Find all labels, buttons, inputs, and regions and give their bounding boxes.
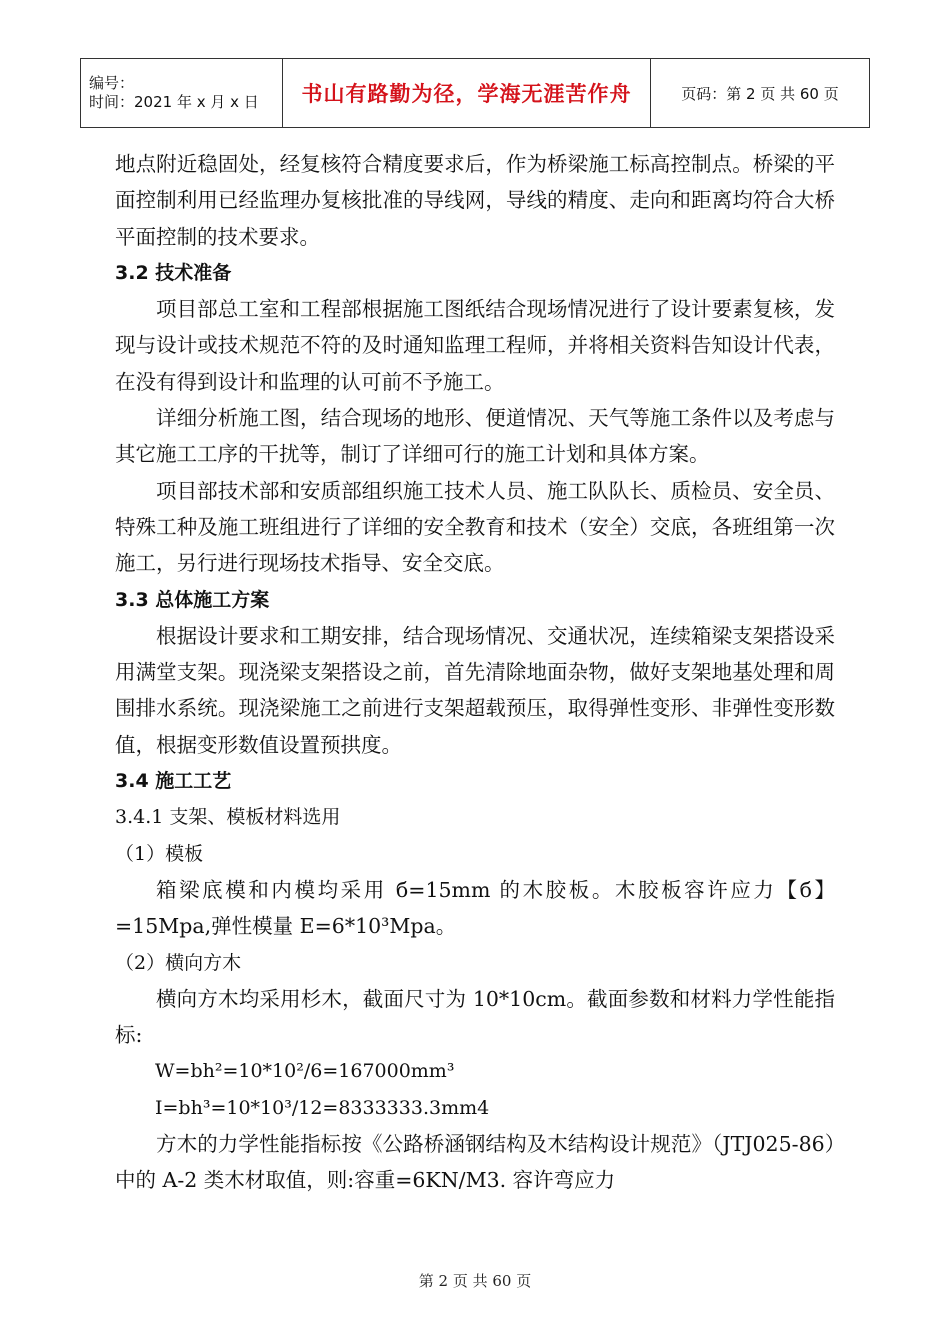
document-number-label: 编号：: [89, 74, 135, 92]
page-footer: [0, 1270, 950, 1291]
header-motto: [283, 59, 651, 127]
formula-moment-of-inertia: I=bh³=10*10³/12=8333333.3mm4: [155, 1096, 490, 1119]
footer-page-number: 第 2 页 共 60 页: [418, 1272, 532, 1290]
formula-section-modulus: W=bh²=10*10²/6=167000mm³: [155, 1060, 455, 1083]
page-header: [80, 58, 870, 128]
section-heading-3-4: 3.4 施工工艺: [115, 770, 232, 793]
section-heading-3-2: 3.2 技术准备: [115, 261, 232, 284]
motto-text: 书山有路勤为径，学海无涯苦作舟: [301, 82, 632, 106]
paragraph: 项目部总工室和工程部根据施工图纸结合现场情况进行了设计要素复核，发现与设计或技术规范不符的及时通知监理工程师，并将相关资料告知设计代表，在没有得到设计和监理的认可前不予施工。: [115, 297, 835, 394]
paragraph: 方木的力学性能指标按《公路桥涵钢结构及木结构设计规范》（JTJ025-86）中的 A-2 类木材取值，则:容重=6KN/M3. 容许弯应力: [115, 1132, 835, 1193]
header-meta: [81, 59, 283, 127]
paragraph: 地点附近稳固处，经复核符合精度要求后，作为桥梁施工标高控制点。桥梁的平面控制利用已经监理办复核批准的导线网，导线的精度、走向和距离均符合大桥平面控制的技术要求。: [115, 152, 835, 249]
paragraph: 根据设计要求和工期安排，结合现场情况、交通状况，连续箱梁支架搭设采用满堂支架。现浇梁支架搭设之前，首先清除地面杂物，做好支架地基处理和周围排水系统。现浇梁施工之前进行支架超载预压，取得弹性变形、非弹性变形数值，根据变形数值设置预拱度。: [115, 623, 835, 757]
document-date: 时间：2021 年 x 月 x 日: [89, 93, 259, 111]
list-item-formwork: （1）模板: [115, 842, 204, 865]
section-heading-3-3: 3.3 总体施工方案: [115, 588, 270, 611]
header-page-info: [651, 59, 869, 127]
page-info-text: 页码：第 2 页 共 60 页: [681, 84, 839, 103]
document-body: [115, 146, 835, 1199]
paragraph: 详细分析施工图，结合现场的地形、便道情况、天气等施工条件以及考虑与其它施工工序的干扰等，制订了详细可行的施工计划和具体方案。: [115, 406, 835, 467]
paragraph: 横向方木均采用杉木，截面尺寸为 10*10cm。截面参数和材料力学性能指标:: [115, 986, 835, 1048]
paragraph: 箱梁底模和内模均采用 б=15mm 的木胶板。木胶板容许应力【б】=15Mpa,弹性模量 E=6*10³Mpa。: [115, 877, 835, 939]
subsection-heading-3-4-1: 3.4.1 支架、模板材料选用: [115, 806, 341, 829]
list-item-transverse-timber: （2）横向方木: [115, 951, 242, 974]
paragraph: 项目部技术部和安质部组织施工技术人员、施工队队长、质检员、安全员、特殊工种及施工班组进行了详细的安全教育和技术（安全）交底，各班组第一次施工，另行进行现场技术指导、安全交底。: [115, 478, 835, 576]
